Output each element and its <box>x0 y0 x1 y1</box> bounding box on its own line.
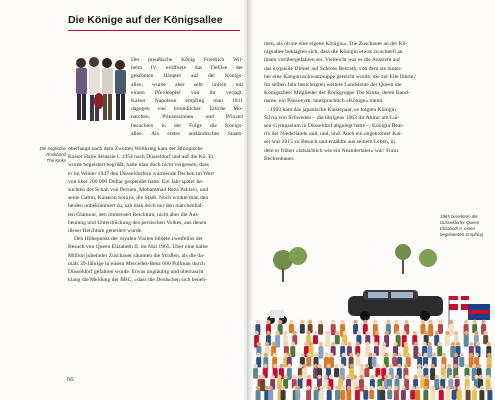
spectator-figure <box>275 331 280 348</box>
text-line: seine Gattin, Kaiserin Soraya, die Stadt. Noch winkte man den <box>68 195 209 202</box>
spectator-figure <box>318 320 323 335</box>
heading-rule <box>68 30 240 31</box>
spectator-figure <box>359 375 364 392</box>
spectator-figure <box>306 353 311 367</box>
spectator-figure <box>313 331 318 344</box>
band-photo <box>70 53 128 129</box>
text-line: Besuch von Queen Elizabeth II. im Mai 1965. Über eine halbe <box>68 244 208 251</box>
spectator-figure <box>369 386 374 399</box>
spectator-figure <box>439 386 444 400</box>
text-line: ten Glamour, den immensen Reichtum, nicht aber die Aus- <box>68 211 200 218</box>
spectator-figure <box>363 386 368 400</box>
spectator-figure <box>355 386 360 400</box>
text-line: Königsallee: Mitglieder der Rockgruppe The Kinks, deren Band- <box>264 90 410 97</box>
spectator-figure <box>380 386 385 400</box>
spectator-figure <box>323 375 328 389</box>
text-line: beiden unbekümmert zu, sah man doch nur den märchenhaf- <box>68 203 204 210</box>
text-line: das exquisite Dinner auf Schloss Benrath, von dem sie hinter- <box>264 65 403 72</box>
spectator-figure <box>464 331 469 347</box>
text-line: nigsallee beklagten sich, dass die Königin etwas zu schnell an <box>264 49 403 56</box>
spectator-figure <box>423 386 428 400</box>
spectator-figure <box>335 331 340 344</box>
spectator-figure <box>340 386 345 400</box>
limousine <box>348 290 443 321</box>
text-line: Kaiser Napoleon empfing man 1811 <box>131 98 243 105</box>
text-line: name, ein Pansonym, lautsprachlich »Könige« meint. <box>264 98 384 105</box>
text-line: helm IV. eröffnete das Defilee der <box>131 65 243 72</box>
queen-illustration-caption <box>440 214 490 238</box>
left-column-bottom <box>68 145 244 284</box>
text-line: von über 200 000 Dollar gespendet hatte. Ein Jahr später be- <box>68 178 204 185</box>
text-line: Düsseldorf gefahren wurde. Etwas ungläubig und überrascht <box>68 269 204 276</box>
text-line: besuchten in der Folge die Königs- <box>131 122 243 129</box>
spectator-figure <box>256 386 261 400</box>
text-line: ser war 2015 zu Besuch und erzählte aus seinem Leben, in <box>264 139 395 146</box>
spectator-figure <box>260 375 265 391</box>
spectator-figure <box>487 386 492 400</box>
caption-line: The Kinks <box>46 158 66 163</box>
spectator-figure <box>438 320 443 334</box>
spectator-figure <box>437 342 442 357</box>
book-gutter <box>243 0 253 400</box>
text-line: einem Pferdeapfel von ihr verjagt. <box>131 89 243 96</box>
spectator-figure <box>410 386 415 400</box>
spectator-figure <box>364 364 369 377</box>
spectator-figure <box>372 353 377 367</box>
spectator-figure <box>479 386 484 400</box>
text-line: dagegen viel freundlicher. Etliche Mo- <box>131 106 243 113</box>
crowd-illustration <box>253 238 495 400</box>
spectator-figure <box>319 386 324 400</box>
spectator-figure <box>394 386 399 400</box>
spectator-figure <box>335 386 340 400</box>
text-line: 1993 kam das japanische Kaiserpaar, es folgten Königin <box>270 106 396 113</box>
text-line: her eine Kanguruschwanzsuppe gereicht wurde, die zur Eile führte? <box>264 73 416 80</box>
text-line: allee, wurde aber sehr unfein mit <box>131 81 243 88</box>
text-line: klang die Meldung der BBC, »dass die Deutschen sich beneh- <box>68 277 207 284</box>
spectator-figure <box>300 320 305 334</box>
spectator-figure <box>415 386 420 400</box>
band-photo-caption <box>30 146 66 164</box>
caption-line: 1965 bereiteten die <box>440 214 478 219</box>
spectator-figure <box>295 386 300 400</box>
spectator-figure <box>314 386 319 400</box>
spectator-figure <box>318 342 323 359</box>
crowd <box>253 320 492 400</box>
text-line: allee. Als erstes ausländisches Staats- <box>131 130 243 137</box>
spectator-figure <box>466 386 471 400</box>
spectator-figure <box>445 331 450 346</box>
chapter-heading: Die Könige auf der Königsallee <box>68 14 223 26</box>
left-column-top <box>131 56 243 138</box>
text-line: Den Höhepunkt der royalen Visiten bildete zweifellos der <box>74 236 203 243</box>
spectator-figure <box>346 386 351 400</box>
spectator-figure <box>452 386 457 400</box>
spectator-figure <box>472 386 477 400</box>
text-line: Silvia von Schweden – die übrigens 1963 ihr Abitur am Lui- <box>264 114 400 121</box>
caption-line: begeisterten Empfang. <box>440 232 485 237</box>
spectator-figure <box>392 353 397 367</box>
spectator-figure <box>334 364 339 378</box>
spectator-figure <box>427 342 432 358</box>
text-line: men, als ob sie eine eigene Königin«. Die Zuschauer an der Kö- <box>264 41 408 47</box>
spectator-figure <box>331 320 336 335</box>
caption-line: Rockband <box>46 152 66 157</box>
text-line: dem er früher »tatsächlich wie ein Neandertaler« war: Franz <box>264 147 399 154</box>
spectator-figure <box>289 320 294 334</box>
spectator-figure <box>401 386 406 400</box>
spectator-figure <box>306 386 311 400</box>
spectator-figure <box>430 386 435 400</box>
spectator-figure <box>459 353 464 367</box>
spectator-figure <box>428 320 433 337</box>
spectator-figure <box>387 386 392 399</box>
text-line: sen-Gymnasium in Düsseldorf abgelegt hatte –, Königin Beat- <box>264 123 404 130</box>
spectator-figure <box>281 386 286 400</box>
text-line: oberhaupt nach dem Zweiten Weltkrieg kam der äthiopische <box>68 146 203 152</box>
caption-line: Düsseldorfer Queen <box>440 220 480 225</box>
text-line: narchen, Prinzessinnen und Prinzen <box>131 114 243 121</box>
caption-line: Die englische <box>39 146 66 151</box>
spectator-figure <box>302 364 307 379</box>
spectator-figure <box>356 353 361 366</box>
text-line: gekrönten Häupter auf der Königs- <box>131 73 243 80</box>
text-line: rix der Niederlande und, und, und. Auch ein ungekrönter Kai- <box>264 131 403 138</box>
text-line: Der preußische König Friedrich Wil- <box>131 57 243 63</box>
caption-line: Elizabeth II. einen <box>440 226 475 231</box>
page-number: 66 <box>67 376 74 383</box>
spectator-figure <box>325 331 330 348</box>
text-line: Kaiser Haile Selassie I. 1954 nach Düsseldorf und auf die Kö. Er <box>68 154 214 161</box>
text-line: er im Winter 1947 den Düsseldorfern wärmende Decken im Wert <box>68 170 214 177</box>
text-line: Im selben Jahr besichtigten weitere Landsleute der Queen die <box>264 82 402 89</box>
right-column <box>264 40 438 163</box>
spectator-figure <box>268 386 273 400</box>
text-line: wurde begeistert begrüßt, hatte man doch nicht vergessen, dass <box>68 162 209 169</box>
spectator-figure <box>457 386 462 400</box>
text-line: mals 39-Jährige in einem Mercedes-Benz 600 Pullman durch <box>68 260 205 267</box>
trees <box>273 244 437 282</box>
text-line: suchten der Schah von Persien, Mohammad Reza Pahlavi, und <box>68 187 209 194</box>
text-line: Million jubelnder Zuschauer säumten die Straßen, als die da- <box>68 252 205 259</box>
spectator-figure <box>430 364 435 380</box>
spectator-figure <box>327 386 332 400</box>
text-line: beutung und Unterdrückung des persischen Volkes, aus denen <box>68 219 207 226</box>
spectator-figure <box>253 364 258 379</box>
spectator-figure <box>449 320 454 336</box>
text-line: dieser Reichtum generiert wurde. <box>68 228 143 235</box>
spectator-figure <box>446 386 451 400</box>
text-line: ihnen vorübergefahren sei. Vielleicht war es die Aussicht auf <box>264 57 400 64</box>
spectator-figure <box>413 342 418 359</box>
text-line: Beckenbauer. <box>264 155 295 162</box>
